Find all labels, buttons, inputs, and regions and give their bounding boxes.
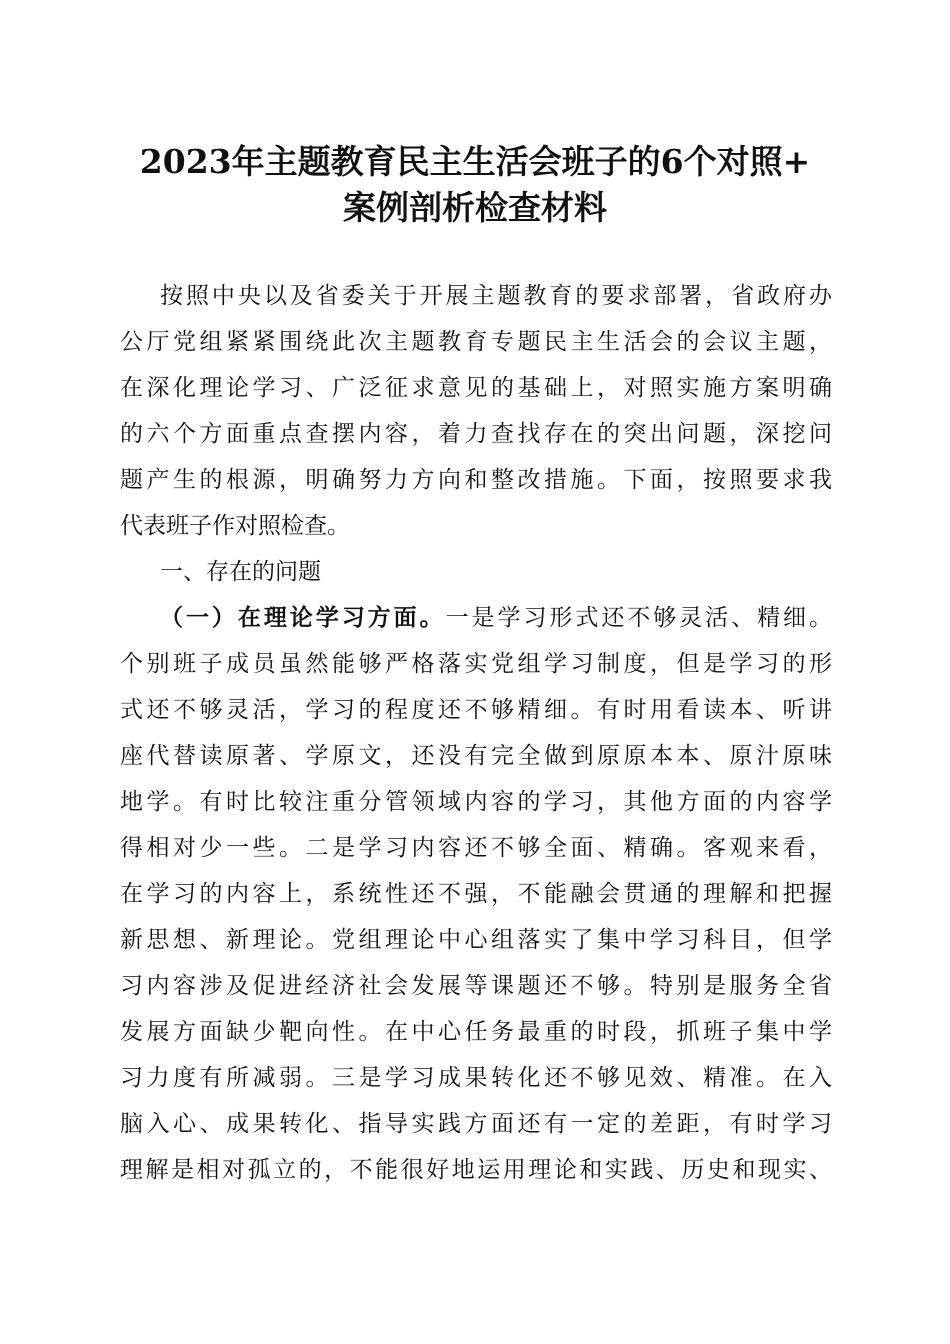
body-line: 座代替读原著、学原文，还没有完全做到原原本本、原汁原味 bbox=[120, 743, 832, 769]
body-line: 发展方面缺少靶向性。在中心任务最重的时段，抓班子集中学 bbox=[120, 1019, 832, 1045]
section-heading-problems: 一、存在的问题 bbox=[160, 559, 321, 585]
body-line: 个别班子成员虽然能够严格落实党组学习制度，但是学习的形 bbox=[120, 651, 832, 677]
body-line: 地学。有时比较注重分管领域内容的学习，其他方面的内容学 bbox=[120, 789, 832, 815]
intro-line: 代表班子作对照检查。 bbox=[120, 513, 350, 539]
body-line: 习力度有所减弱。三是学习成果转化还不够见效、精准。在入 bbox=[120, 1065, 832, 1091]
intro-line: 在深化理论学习、广泛征求意见的基础上，对照实施方案明确 bbox=[120, 375, 832, 401]
subsection-first-line bbox=[160, 598, 832, 638]
intro-line: 按照中央以及省委关于开展主题教育的要求部署，省政府办 bbox=[160, 283, 832, 309]
body-line: 习内容涉及促进经济社会发展等课题还不够。特别是服务全省 bbox=[120, 973, 832, 999]
intro-line: 题产生的根源，明确努力方向和整改措施。下面，按照要求我 bbox=[120, 467, 832, 493]
body-line: 理解是相对孤立的，不能很好地运用理论和实践、历史和现实、 bbox=[120, 1157, 832, 1183]
body-line: 式还不够灵活，学习的程度还不够精细。有时用看读本、听讲 bbox=[120, 697, 832, 723]
intro-line: 公厅党组紧紧围绕此次主题教育专题民主生活会的会议主题， bbox=[120, 329, 832, 355]
body-line: 得相对少一些。二是学习内容还不够全面、精确。客观来看， bbox=[120, 835, 832, 861]
intro-line: 的六个方面重点查摆内容，着力查找存在的突出问题，深挖问 bbox=[120, 421, 832, 447]
document-title-line-1: 2023年主题教育民主生活会班子的6个对照+ bbox=[139, 142, 811, 181]
body-line: 脑入心、成果转化、指导实践方面还有一定的差距，有时学习 bbox=[120, 1111, 832, 1137]
body-line: 在学习的内容上，系统性还不强，不能融会贯通的理解和把握 bbox=[120, 881, 832, 907]
document-title-line-2: 案例剖析检查材料 bbox=[343, 188, 607, 227]
body-line: 新思想、新理论。党组理论中心组落实了集中学习科目，但学 bbox=[120, 927, 832, 953]
subsection-label: （一）在理论学习方面。 bbox=[160, 605, 446, 631]
subsection-first-text: 一是学习形式还不够灵活、精细。 bbox=[445, 605, 832, 631]
